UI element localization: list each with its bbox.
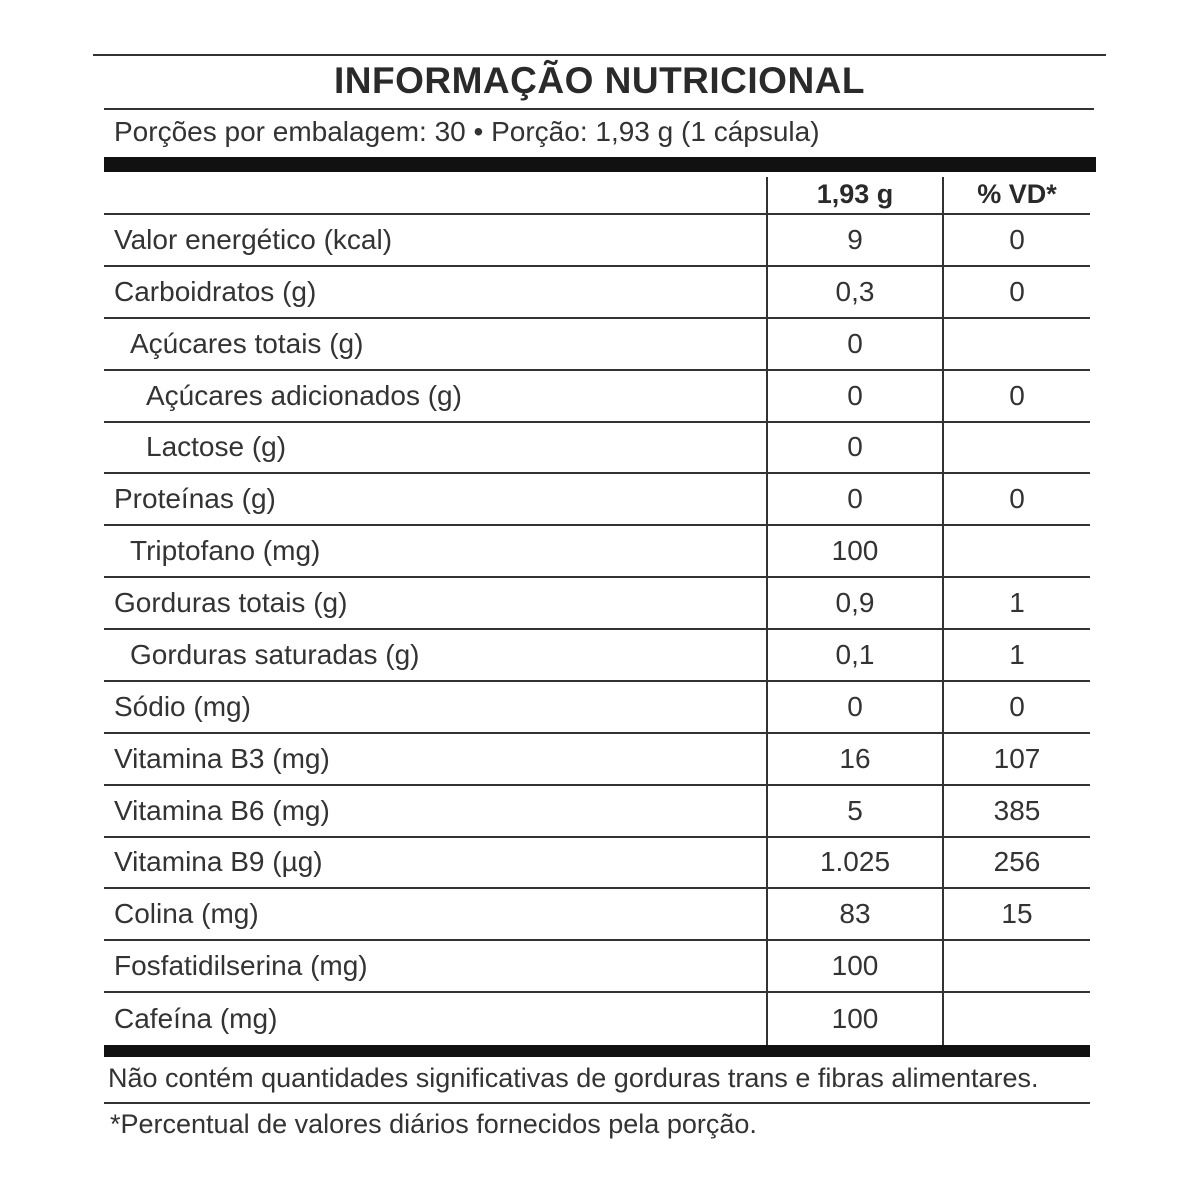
nutrient-daily-value: 0 — [1009, 379, 1025, 411]
nutrient-quantity: 100 — [831, 1003, 879, 1035]
nutrient-label: Gorduras totais (g) — [114, 587, 348, 619]
nutrient-label: Carboidratos (g) — [114, 275, 317, 307]
nutrient-label: Proteínas (g) — [114, 483, 276, 515]
table-row — [104, 215, 1090, 267]
nutrient-label: Gorduras saturadas (g) — [130, 638, 420, 670]
nutrient-label: Fosfatidilserina (mg) — [114, 950, 368, 982]
table-row — [104, 474, 1090, 526]
nutrient-quantity: 0 — [847, 690, 863, 722]
footnote-daily-value: *Percentual de valores diários fornecidos pela porção. — [110, 1109, 757, 1139]
label-title: INFORMAÇÃO NUTRICIONAL — [333, 60, 865, 101]
nutrient-daily-value: 15 — [1001, 898, 1033, 930]
nutrient-quantity: 5 — [847, 794, 863, 826]
nutrient-daily-value: 0 — [1009, 275, 1025, 307]
footnote-not-significant: Não contém quantidades significativas de gorduras trans e fibras alimentares. — [108, 1063, 1039, 1093]
nutrient-quantity: 0 — [847, 431, 863, 463]
nutrient-daily-value — [944, 319, 1090, 369]
nutrient-quantity: 83 — [839, 898, 871, 930]
thick-divider-bottom — [104, 1045, 1090, 1057]
table-row — [104, 993, 1090, 1045]
nutrient-quantity: 1.025 — [819, 846, 891, 878]
thick-divider-top — [104, 157, 1096, 172]
nutrient-daily-value — [944, 941, 1090, 991]
nutrient-quantity: 100 — [831, 535, 879, 567]
nutrient-label: Lactose (g) — [146, 431, 287, 463]
table-row — [104, 630, 1090, 682]
column-header-daily-value: % VD* — [977, 179, 1057, 209]
table-row — [104, 734, 1090, 786]
table-row — [104, 371, 1090, 423]
column-header-quantity: 1,93 g — [816, 179, 894, 209]
nutrient-label: Açúcares adicionados (g) — [146, 379, 462, 411]
nutrient-label: Valor energético (kcal) — [114, 223, 393, 255]
nutrient-quantity: 0 — [847, 483, 863, 515]
nutrient-daily-value: 0 — [1009, 223, 1025, 255]
nutrient-quantity: 16 — [839, 742, 871, 774]
nutrient-quantity: 0,1 — [835, 638, 875, 670]
table-row — [104, 889, 1090, 941]
table-row — [104, 941, 1090, 993]
nutrient-label: Triptofano (mg) — [130, 535, 321, 567]
nutrient-daily-value — [944, 423, 1090, 473]
nutrient-label: Vitamina B6 (mg) — [114, 794, 330, 826]
nutrient-label: Vitamina B3 (mg) — [114, 742, 330, 774]
nutrient-daily-value: 385 — [993, 794, 1041, 826]
nutrient-daily-value — [944, 993, 1090, 1045]
table-row — [104, 786, 1090, 838]
nutrient-daily-value — [944, 526, 1090, 576]
nutrient-quantity: 0 — [847, 327, 863, 359]
nutrient-daily-value: 0 — [1009, 690, 1025, 722]
nutrient-daily-value: 1 — [1009, 587, 1025, 619]
table-row — [104, 838, 1090, 890]
nutrient-daily-value: 256 — [993, 846, 1041, 878]
nutrient-quantity: 100 — [831, 950, 879, 982]
footnote-divider — [104, 1102, 1090, 1104]
nutrient-label: Colina (mg) — [114, 898, 259, 930]
nutrient-quantity: 0,3 — [835, 275, 875, 307]
title-divider — [104, 108, 1094, 110]
top-rule — [93, 54, 1106, 56]
table-row — [104, 267, 1090, 319]
nutrient-label: Vitamina B9 (µg) — [114, 846, 323, 878]
table-row — [104, 526, 1090, 578]
nutrient-label: Açúcares totais (g) — [130, 327, 364, 359]
nutrient-quantity: 9 — [847, 223, 863, 255]
nutrient-quantity: 0,9 — [835, 587, 875, 619]
nutrient-label: Sódio (mg) — [114, 690, 251, 722]
table-row — [104, 423, 1090, 475]
nutrient-daily-value: 1 — [1009, 638, 1025, 670]
nutrient-daily-value: 107 — [993, 742, 1041, 774]
nutrient-quantity: 0 — [847, 379, 863, 411]
table-row — [104, 578, 1090, 630]
nutrient-label: Cafeína (mg) — [114, 1003, 278, 1035]
table-row — [104, 319, 1090, 371]
table-row — [104, 682, 1090, 734]
nutrient-daily-value: 0 — [1009, 483, 1025, 515]
portion-info: Porções por embalagem: 30 • Porção: 1,93 g (1 cápsula) — [114, 116, 820, 147]
